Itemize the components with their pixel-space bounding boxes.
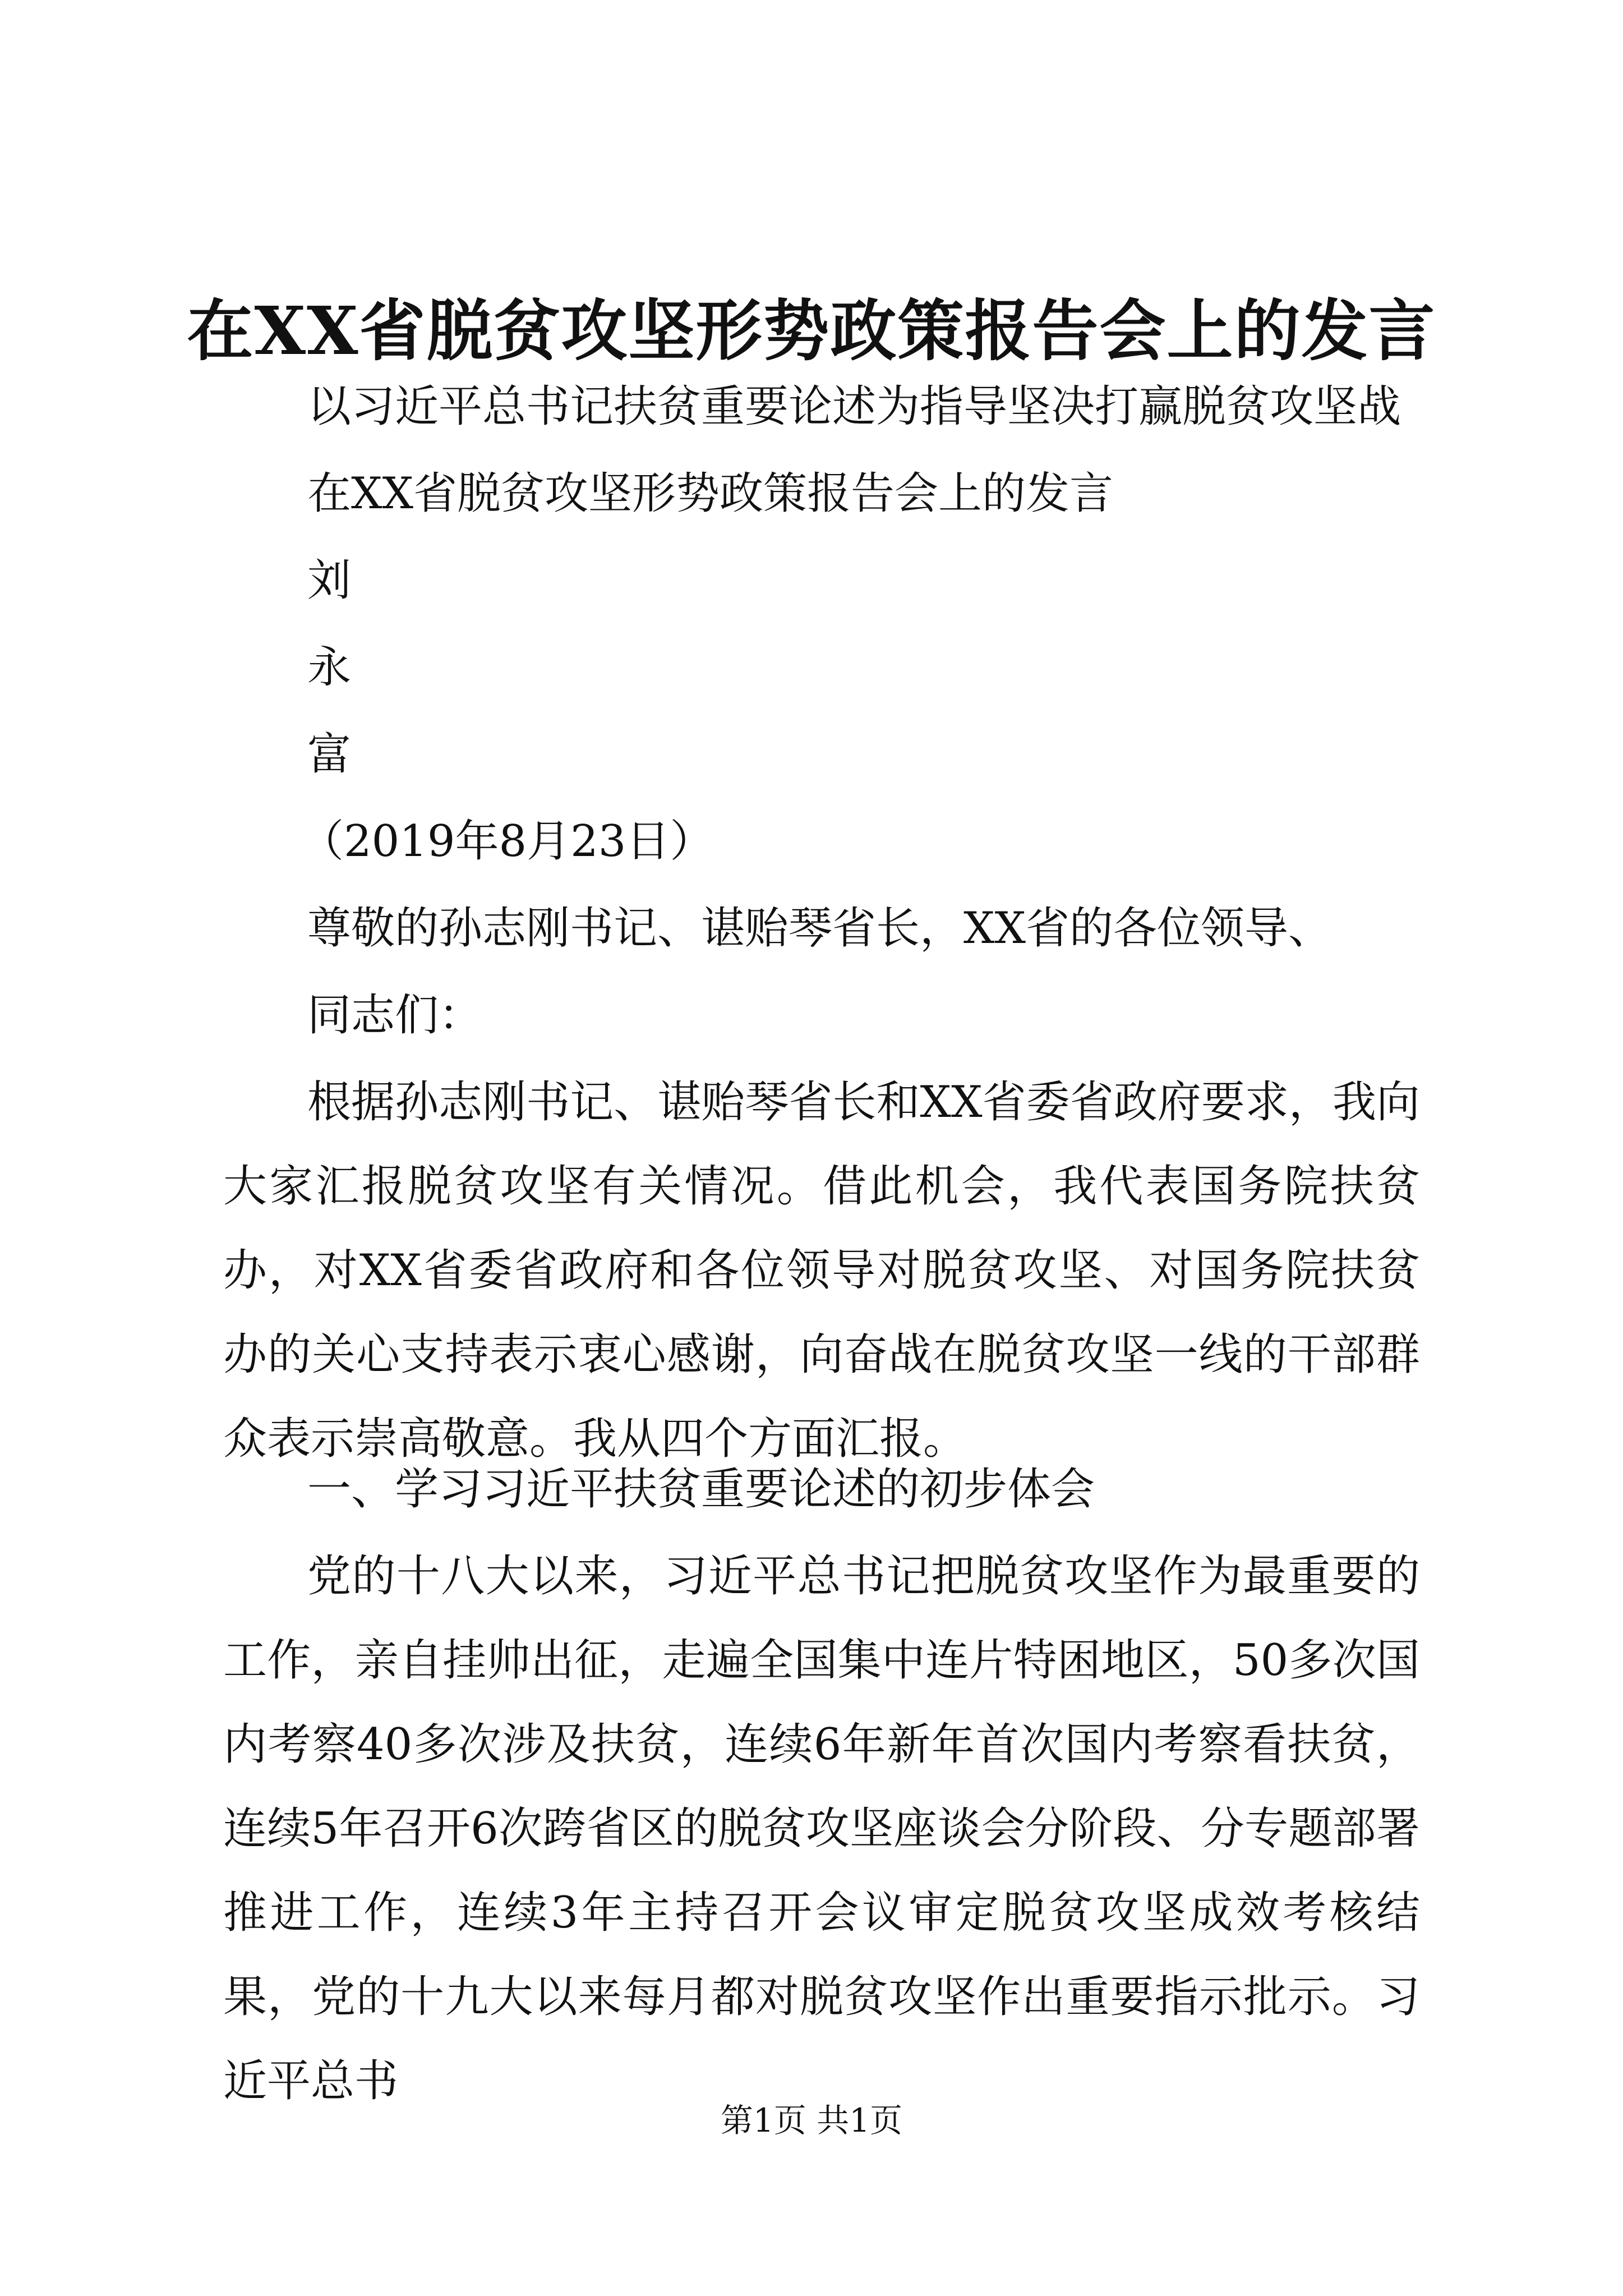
author-char-2: 永: [307, 642, 352, 693]
author-char-3: 富: [307, 729, 352, 780]
document-title: 在XX省脱贫攻坚形势政策报告会上的发言: [187, 292, 1436, 370]
page-footer: 第1页 共1页: [720, 2101, 903, 2139]
salutation-line-2: 同志们：: [307, 990, 483, 1041]
section-heading-1: 一、学习习近平扶贫重要论述的初步体会: [307, 1464, 1095, 1515]
subtitle: 以习近平总书记扶贫重要论述为指导坚决打赢脱贫攻坚战: [307, 381, 1401, 432]
subtitle-secondary: 在XX省脱贫攻坚形势政策报告会上的发言: [307, 468, 1114, 519]
paragraph-intro: 根据孙志刚书记、谌贻琴省长和XX省委省政府要求，我向大家汇报脱贫攻坚有关情况。借此机会，我代表国务院扶贫办，对XX省委省政府和各位领导对脱贫攻坚、对国务院扶贫办的关心支持表示衷心感谢，向奋战在脱贫攻坚一线的干部群众表示崇高敬意。我从四个方面汇报。: [223, 1077, 1420, 1464]
salutation-line-1: 尊敬的孙志刚书记、谌贻琴省长，XX省的各位领导、: [307, 903, 1332, 954]
speech-date: （2019年8月23日）: [300, 816, 714, 867]
paragraph-section-1: 党的十八大以来，习近平总书记把脱贫攻坚作为最重要的工作，亲自挂帅出征，走遍全国集中连片特困地区，50多次国内考察40多次涉及扶贫，连续6年新年首次国内考察看扶贫，连续5年召开6次跨省区的脱贫攻坚座谈会分阶段、分专题部署推进工作，连续3年主持召开会议审定脱贫攻坚成效考核结果，党的十九大以来每月都对脱贫攻坚作出重要指示批示。习近平总书: [223, 1551, 1420, 2106]
author-char-1: 刘: [307, 555, 352, 606]
